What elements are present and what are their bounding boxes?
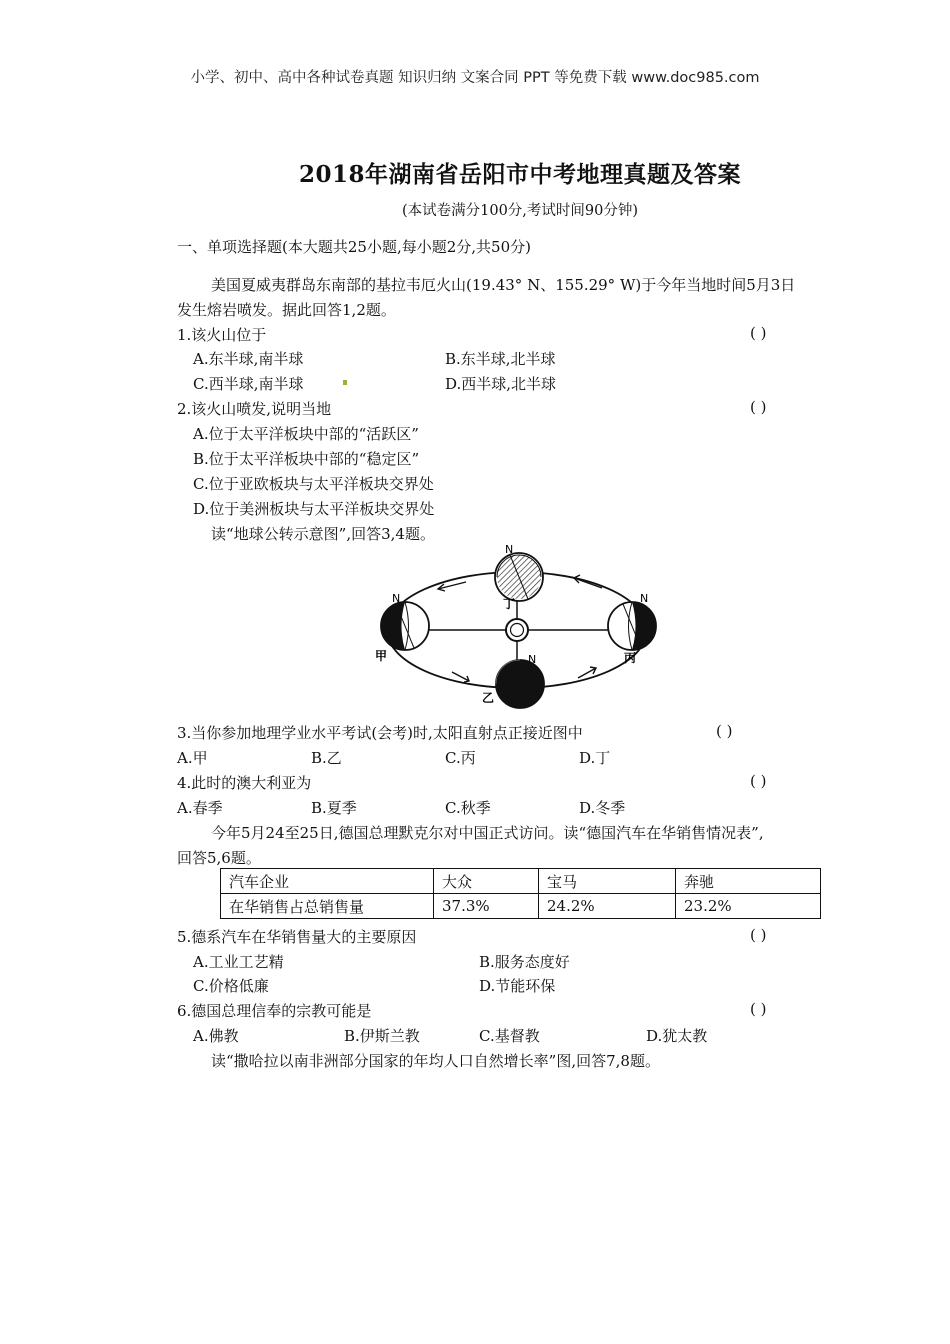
q2-answer-paren: ( ): [750, 398, 767, 416]
table-cell: 在华销售占总销售量: [221, 894, 434, 919]
q5-option-b: B.服务态度好: [479, 953, 570, 971]
q2-option-d: D.位于美洲板块与太平洋板块交界处: [193, 500, 435, 518]
exam-subtitle: (本试卷满分100分,考试时间90分钟): [401, 203, 639, 219]
earth-yi: [496, 660, 544, 708]
pole-mark-jia: N: [392, 592, 401, 605]
pole-mark-ding: N: [505, 544, 514, 556]
table-cell: 大众: [434, 869, 539, 894]
table-row: [221, 869, 821, 894]
table-cell: 37.3%: [434, 894, 539, 919]
table-cell: 23.2%: [676, 894, 821, 919]
q5-stem: 5.德系汽车在华销售量大的主要原因: [177, 928, 417, 946]
q1-stem: 1.该火山位于: [177, 326, 267, 344]
intro-volcano-line1: 美国夏威夷群岛东南部的基拉韦厄火山(19.43° N、155.29° W)于今年当地时间5月3日: [211, 276, 796, 294]
q6-answer-paren: ( ): [750, 1000, 767, 1018]
q3-answer-paren: ( ): [716, 722, 733, 740]
q2-option-a: A.位于太平洋板块中部的“活跃区”: [193, 425, 419, 443]
q6-option-a: A.佛教: [193, 1027, 239, 1045]
table-cell: 奔驰: [676, 869, 821, 894]
q4-option-b: B.夏季: [311, 799, 357, 817]
page-header: 小学、初中、高中各种试卷真题 知识归纳 文案合同 PPT 等免费下载 www.doc985.com: [190, 70, 760, 86]
q6-option-b: B.伊斯兰教: [344, 1027, 420, 1045]
table-cell: 24.2%: [539, 894, 676, 919]
label-yi: 乙: [482, 691, 495, 705]
q3-stem: 3.当你参加地理学业水平考试(会考)时,太阳直射点正接近图中: [177, 724, 583, 742]
q5-option-c: C.价格低廉: [193, 977, 269, 995]
stray-dot: [343, 380, 347, 385]
q4-answer-paren: ( ): [750, 772, 767, 790]
q4-option-c: C.秋季: [445, 799, 491, 817]
q3-option-a: A.甲: [177, 749, 208, 767]
table-cell: 汽车企业: [221, 869, 434, 894]
q4-option-a: A.春季: [177, 799, 223, 817]
q3-option-c: C.丙: [445, 749, 476, 767]
q4-stem: 4.此时的澳大利亚为: [177, 774, 312, 792]
q5-option-d: D.节能环保: [479, 977, 556, 995]
label-ding: 丁: [503, 597, 516, 611]
q4-option-d: D.冬季: [579, 799, 626, 817]
german-car-sales-table: [220, 868, 821, 919]
q6-option-c: C.基督教: [479, 1027, 540, 1045]
q3-option-b: B.乙: [311, 749, 342, 767]
intro-merkel-line2: 回答5,6题。: [177, 849, 261, 867]
q6-option-d: D.犹太教: [646, 1027, 708, 1045]
pole-mark-bing: N: [640, 592, 649, 605]
label-bing: 丙: [624, 651, 637, 665]
earth-orbit-diagram: [372, 544, 672, 714]
intro-africa: 读“撒哈拉以南非洲部分国家的年均人口自然增长率”图,回答7,8题。: [211, 1052, 660, 1070]
q1-option-d: D.西半球,北半球: [445, 375, 557, 393]
q1-answer-paren: ( ): [750, 324, 767, 342]
exam-title: 2018年湖南省岳阳市中考地理真题及答案: [298, 161, 741, 188]
q6-stem: 6.德国总理信奉的宗教可能是: [177, 1002, 372, 1020]
q5-option-a: A.工业工艺精: [193, 953, 284, 971]
pole-mark-yi: N: [528, 653, 537, 666]
q5-answer-paren: ( ): [750, 926, 767, 944]
intro-merkel-line1: 今年5月24至25日,德国总理默克尔对中国正式访问。读“德国汽车在华销售情况表”,: [211, 824, 764, 842]
intro-volcano-line2: 发生熔岩喷发。据此回答1,2题。: [177, 301, 396, 319]
q1-option-a: A.东半球,南半球: [193, 350, 304, 368]
q2-option-b: B.位于太平洋板块中部的“稳定区”: [193, 450, 420, 468]
earth-bing: [608, 602, 656, 650]
q2-stem: 2.该火山喷发,说明当地: [177, 400, 332, 418]
earth-jia: [381, 602, 429, 650]
table-cell: 宝马: [539, 869, 676, 894]
q1-option-c: C.西半球,南半球: [193, 375, 304, 393]
intro-orbit: 读“地球公转示意图”,回答3,4题。: [211, 525, 435, 543]
table-row: [221, 894, 821, 919]
section-heading: 一、单项选择题(本大题共25小题,每小题2分,共50分): [177, 238, 531, 256]
earth-ding: [495, 553, 543, 601]
q3-option-d: D.丁: [579, 749, 611, 767]
q1-option-b: B.东半球,北半球: [445, 350, 556, 368]
label-jia: 甲: [375, 649, 388, 663]
q2-option-c: C.位于亚欧板块与太平洋板块交界处: [193, 475, 434, 493]
